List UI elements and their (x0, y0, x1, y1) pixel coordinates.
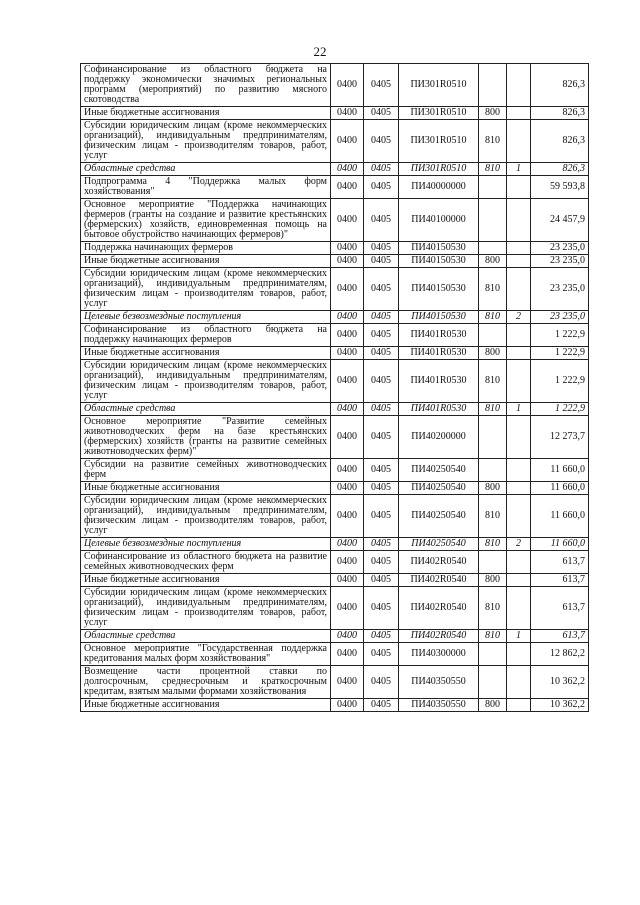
row-name: Иные бюджетные ассигнования (81, 699, 331, 712)
row-expense-type-code: 810 (479, 630, 507, 643)
row-funding-source (507, 347, 531, 360)
row-section-code: 0400 (331, 311, 364, 324)
row-name: Целевые безвозмездные поступления (81, 311, 331, 324)
row-article-code: ПИ402R0540 (399, 574, 479, 587)
row-section-code: 0400 (331, 107, 364, 120)
row-article-code: ПИ40150530 (399, 242, 479, 255)
row-expense-type-code (479, 242, 507, 255)
row-expense-type-code (479, 324, 507, 347)
row-subsection-code: 0405 (364, 255, 399, 268)
row-funding-source (507, 176, 531, 199)
row-expense-type-code: 810 (479, 268, 507, 311)
row-amount: 10 362,2 (531, 666, 589, 699)
row-name: Субсидии юридическим лицам (кроме некоммерческих организаций), индивидуальным предпринимателям, физическим лицам - производителям товаров, работ, услуг (81, 587, 331, 630)
row-section-code: 0400 (331, 199, 364, 242)
row-amount: 1 222,9 (531, 360, 589, 403)
row-funding-source (507, 551, 531, 574)
budget-table (80, 63, 589, 712)
row-amount: 23 235,0 (531, 268, 589, 311)
row-article-code: ПИ40250540 (399, 459, 479, 482)
row-name: Поддержка начинающих фермеров (81, 242, 331, 255)
row-expense-type-code (479, 666, 507, 699)
row-funding-source (507, 64, 531, 107)
row-funding-source (507, 242, 531, 255)
row-subsection-code: 0405 (364, 163, 399, 176)
table-row (81, 64, 589, 107)
row-name: Иные бюджетные ассигнования (81, 574, 331, 587)
row-amount: 613,7 (531, 551, 589, 574)
row-name: Софинансирование из областного бюджета на развитие семейных животноводческих ферм (81, 551, 331, 574)
table-row (81, 242, 589, 255)
row-subsection-code: 0405 (364, 360, 399, 403)
row-funding-source (507, 416, 531, 459)
row-name: Субсидии юридическим лицам (кроме некоммерческих организаций), индивидуальным предпринимателям, физическим лицам - производителям товаров, работ, услуг (81, 120, 331, 163)
row-name: Субсидии юридическим лицам (кроме некоммерческих организаций), индивидуальным предпринимателям, физическим лицам - производителям товаров, работ, услуг (81, 268, 331, 311)
row-name: Основное мероприятие "Поддержка начинающих фермеров (гранты на создание и развитие крестьянских (фермерских) хозяйств, единовременная помощь на бытовое обустройство начинающих фермеров)" (81, 199, 331, 242)
row-expense-type-code: 810 (479, 120, 507, 163)
row-funding-source (507, 574, 531, 587)
row-article-code: ПИ401R0530 (399, 360, 479, 403)
row-amount: 59 593,8 (531, 176, 589, 199)
row-subsection-code: 0405 (364, 538, 399, 551)
row-expense-type-code: 800 (479, 347, 507, 360)
row-amount: 11 660,0 (531, 538, 589, 551)
row-article-code: ПИ40150530 (399, 311, 479, 324)
row-amount: 11 660,0 (531, 495, 589, 538)
row-name: Иные бюджетные ассигнования (81, 347, 331, 360)
row-amount: 826,3 (531, 120, 589, 163)
table-row (81, 643, 589, 666)
row-amount: 613,7 (531, 574, 589, 587)
row-amount: 826,3 (531, 163, 589, 176)
row-name: Софинансирование из областного бюджета на поддержку экономически значимых региональных программ (мероприятий) по развитию мясного скотоводства (81, 64, 331, 107)
row-expense-type-code (479, 416, 507, 459)
row-subsection-code: 0405 (364, 324, 399, 347)
budget-table-body (81, 64, 589, 712)
table-row (81, 666, 589, 699)
row-section-code: 0400 (331, 482, 364, 495)
row-article-code: ПИ40150530 (399, 268, 479, 311)
row-subsection-code: 0405 (364, 403, 399, 416)
row-subsection-code: 0405 (364, 120, 399, 163)
row-expense-type-code (479, 176, 507, 199)
table-row (81, 587, 589, 630)
row-subsection-code: 0405 (364, 587, 399, 630)
row-name: Областные средства (81, 403, 331, 416)
row-expense-type-code: 810 (479, 311, 507, 324)
row-article-code: ПИ40200000 (399, 416, 479, 459)
row-article-code: ПИ40150530 (399, 255, 479, 268)
row-subsection-code: 0405 (364, 459, 399, 482)
row-amount: 23 235,0 (531, 255, 589, 268)
row-expense-type-code: 800 (479, 107, 507, 120)
row-amount: 11 660,0 (531, 482, 589, 495)
row-subsection-code: 0405 (364, 551, 399, 574)
row-expense-type-code (479, 459, 507, 482)
row-funding-source (507, 120, 531, 163)
row-section-code: 0400 (331, 347, 364, 360)
row-section-code: 0400 (331, 360, 364, 403)
row-name: Иные бюджетные ассигнования (81, 255, 331, 268)
row-name: Субсидии юридическим лицам (кроме некоммерческих организаций), индивидуальным предпринимателям, физическим лицам - производителям товаров, работ, услуг (81, 360, 331, 403)
row-section-code: 0400 (331, 163, 364, 176)
row-expense-type-code: 810 (479, 587, 507, 630)
row-name: Областные средства (81, 630, 331, 643)
row-name: Подпрограмма 4 "Поддержка малых форм хозяйствования" (81, 176, 331, 199)
row-amount: 12 862,2 (531, 643, 589, 666)
row-funding-source (507, 482, 531, 495)
row-section-code: 0400 (331, 630, 364, 643)
row-article-code: ПИ402R0540 (399, 587, 479, 630)
row-funding-source: 1 (507, 403, 531, 416)
row-expense-type-code: 800 (479, 482, 507, 495)
table-row (81, 199, 589, 242)
row-expense-type-code: 810 (479, 538, 507, 551)
row-subsection-code: 0405 (364, 242, 399, 255)
row-article-code: ПИ301R0510 (399, 64, 479, 107)
row-funding-source (507, 255, 531, 268)
row-section-code: 0400 (331, 64, 364, 107)
row-funding-source (507, 268, 531, 311)
row-subsection-code: 0405 (364, 347, 399, 360)
row-section-code: 0400 (331, 699, 364, 712)
table-row (81, 416, 589, 459)
row-article-code: ПИ401R0530 (399, 347, 479, 360)
row-amount: 613,7 (531, 587, 589, 630)
row-section-code: 0400 (331, 403, 364, 416)
row-subsection-code: 0405 (364, 482, 399, 495)
row-subsection-code: 0405 (364, 643, 399, 666)
row-article-code: ПИ401R0530 (399, 324, 479, 347)
table-row (81, 551, 589, 574)
row-article-code: ПИ40350550 (399, 699, 479, 712)
row-expense-type-code (479, 551, 507, 574)
row-amount: 1 222,9 (531, 403, 589, 416)
row-amount: 1 222,9 (531, 347, 589, 360)
page-number: 22 (313, 44, 327, 59)
row-section-code: 0400 (331, 416, 364, 459)
row-subsection-code: 0405 (364, 495, 399, 538)
row-expense-type-code: 800 (479, 255, 507, 268)
table-row (81, 459, 589, 482)
row-funding-source: 2 (507, 311, 531, 324)
row-section-code: 0400 (331, 666, 364, 699)
row-article-code: ПИ401R0530 (399, 403, 479, 416)
row-name: Возмещение части процентной ставки по долгосрочным, среднесрочным и краткосрочным кредитам, взятым малыми формами хозяйствования (81, 666, 331, 699)
row-name: Субсидии на развитие семейных животноводческих ферм (81, 459, 331, 482)
row-article-code: ПИ40300000 (399, 643, 479, 666)
row-expense-type-code (479, 199, 507, 242)
row-article-code: ПИ40250540 (399, 482, 479, 495)
row-subsection-code: 0405 (364, 630, 399, 643)
row-amount: 826,3 (531, 64, 589, 107)
table-row (81, 360, 589, 403)
row-section-code: 0400 (331, 574, 364, 587)
row-section-code: 0400 (331, 176, 364, 199)
table-row (81, 324, 589, 347)
row-subsection-code: 0405 (364, 666, 399, 699)
row-name: Основное мероприятие "Государственная поддержка кредитования малых форм хозяйствования" (81, 643, 331, 666)
row-funding-source: 1 (507, 163, 531, 176)
row-amount: 12 273,7 (531, 416, 589, 459)
row-funding-source (507, 324, 531, 347)
row-article-code: ПИ402R0540 (399, 630, 479, 643)
table-row (81, 403, 589, 416)
row-expense-type-code: 800 (479, 574, 507, 587)
row-section-code: 0400 (331, 120, 364, 163)
row-amount: 23 235,0 (531, 311, 589, 324)
row-article-code: ПИ40000000 (399, 176, 479, 199)
table-row (81, 163, 589, 176)
row-name: Субсидии юридическим лицам (кроме некоммерческих организаций), индивидуальным предпринимателям, физическим лицам - производителям товаров, работ, услуг (81, 495, 331, 538)
row-funding-source (507, 643, 531, 666)
row-amount: 826,3 (531, 107, 589, 120)
table-row (81, 699, 589, 712)
row-article-code: ПИ301R0510 (399, 120, 479, 163)
row-section-code: 0400 (331, 255, 364, 268)
table-row (81, 538, 589, 551)
table-row (81, 311, 589, 324)
row-name: Целевые безвозмездные поступления (81, 538, 331, 551)
row-section-code: 0400 (331, 551, 364, 574)
row-funding-source (507, 587, 531, 630)
row-amount: 1 222,9 (531, 324, 589, 347)
row-article-code: ПИ40250540 (399, 495, 479, 538)
row-article-code: ПИ301R0510 (399, 107, 479, 120)
table-row (81, 107, 589, 120)
row-section-code: 0400 (331, 587, 364, 630)
table-row (81, 120, 589, 163)
table-row (81, 482, 589, 495)
row-article-code: ПИ40350550 (399, 666, 479, 699)
row-article-code: ПИ40100000 (399, 199, 479, 242)
row-funding-source (507, 666, 531, 699)
table-row (81, 495, 589, 538)
row-subsection-code: 0405 (364, 268, 399, 311)
row-funding-source (507, 495, 531, 538)
row-subsection-code: 0405 (364, 64, 399, 107)
row-amount: 23 235,0 (531, 242, 589, 255)
row-amount: 613,7 (531, 630, 589, 643)
row-expense-type-code (479, 64, 507, 107)
row-amount: 11 660,0 (531, 459, 589, 482)
row-funding-source (507, 360, 531, 403)
row-subsection-code: 0405 (364, 176, 399, 199)
row-name: Основное мероприятие "Развитие семейных животноводческих ферм на базе крестьянских (фермерских) хозяйств (гранты на развитие семейных животноводческих ферм)" (81, 416, 331, 459)
row-name: Иные бюджетные ассигнования (81, 107, 331, 120)
row-expense-type-code (479, 643, 507, 666)
table-row (81, 347, 589, 360)
row-expense-type-code: 810 (479, 495, 507, 538)
row-subsection-code: 0405 (364, 699, 399, 712)
row-section-code: 0400 (331, 495, 364, 538)
row-section-code: 0400 (331, 459, 364, 482)
row-section-code: 0400 (331, 643, 364, 666)
table-row (81, 255, 589, 268)
row-funding-source: 1 (507, 630, 531, 643)
row-section-code: 0400 (331, 538, 364, 551)
row-subsection-code: 0405 (364, 199, 399, 242)
row-article-code: ПИ402R0540 (399, 551, 479, 574)
table-row (81, 176, 589, 199)
row-name: Иные бюджетные ассигнования (81, 482, 331, 495)
row-section-code: 0400 (331, 242, 364, 255)
row-article-code: ПИ40250540 (399, 538, 479, 551)
row-name: Софинансирование из областного бюджета на поддержку начинающих фермеров (81, 324, 331, 347)
row-funding-source (507, 199, 531, 242)
row-section-code: 0400 (331, 324, 364, 347)
row-subsection-code: 0405 (364, 416, 399, 459)
table-row (81, 268, 589, 311)
row-subsection-code: 0405 (364, 107, 399, 120)
row-name: Областные средства (81, 163, 331, 176)
table-row (81, 630, 589, 643)
row-subsection-code: 0405 (364, 311, 399, 324)
row-funding-source (507, 107, 531, 120)
row-funding-source: 2 (507, 538, 531, 551)
row-section-code: 0400 (331, 268, 364, 311)
row-amount: 24 457,9 (531, 199, 589, 242)
row-funding-source (507, 699, 531, 712)
row-funding-source (507, 459, 531, 482)
row-expense-type-code: 810 (479, 403, 507, 416)
row-subsection-code: 0405 (364, 574, 399, 587)
row-expense-type-code: 810 (479, 360, 507, 403)
row-expense-type-code: 800 (479, 699, 507, 712)
row-expense-type-code: 810 (479, 163, 507, 176)
table-row (81, 574, 589, 587)
row-article-code: ПИ301R0510 (399, 163, 479, 176)
row-amount: 10 362,2 (531, 699, 589, 712)
